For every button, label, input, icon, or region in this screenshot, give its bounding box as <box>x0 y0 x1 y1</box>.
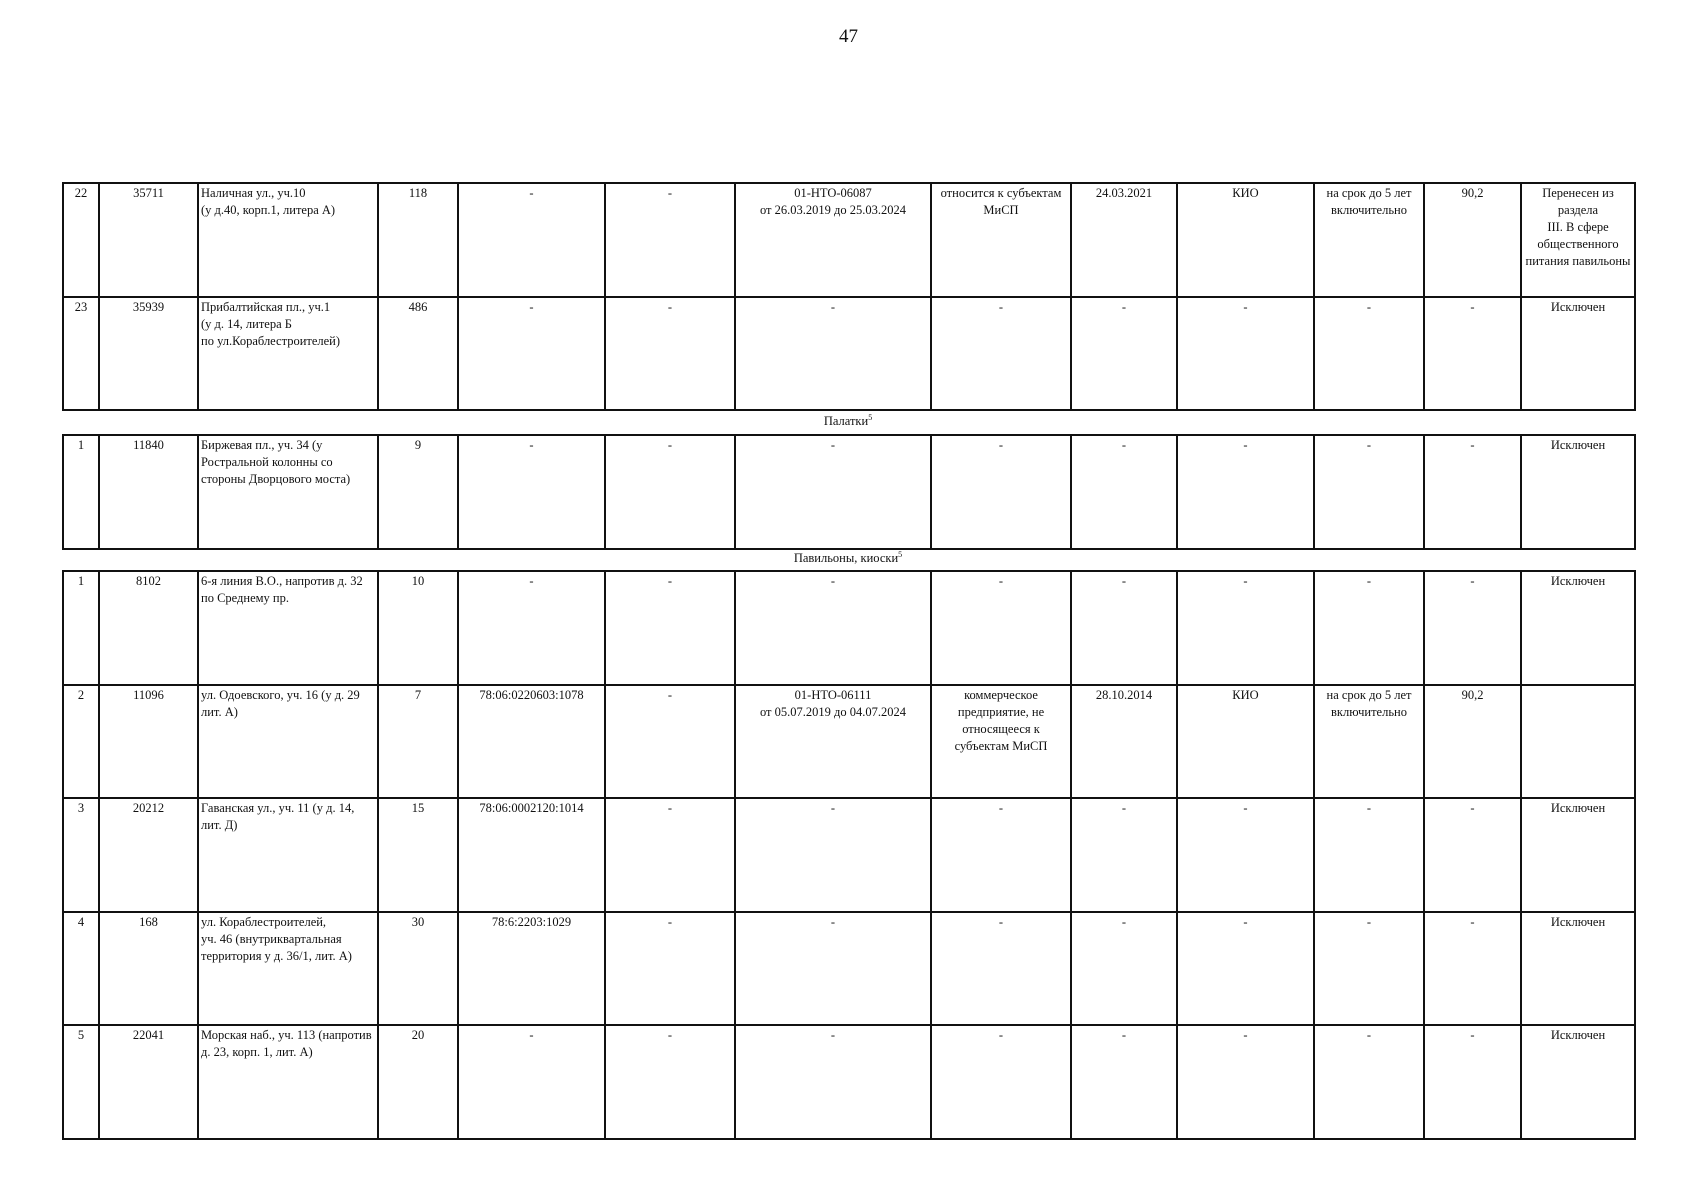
cell-text: - <box>667 574 673 588</box>
cell-text: - <box>998 1028 1004 1042</box>
cell-text: 78:06:0220603:1078 <box>479 687 584 702</box>
cell-address <box>198 435 378 549</box>
cell-text: - <box>1470 914 1475 929</box>
cell-address <box>198 183 378 297</box>
cell-date <box>1071 297 1177 411</box>
cell-text: - <box>998 299 1004 314</box>
cell-text: 35939 <box>132 299 165 314</box>
cell-code <box>1424 912 1521 1026</box>
cell-text: Наличная ул., уч.10 (у д.40, корп.1, литера А) <box>201 186 336 217</box>
cell-no <box>63 912 99 1026</box>
cell-term <box>1314 1025 1424 1139</box>
cell-org <box>1177 571 1314 685</box>
cell-text: Исключен <box>1550 574 1606 588</box>
cell-text: - <box>1470 574 1475 588</box>
cell-no <box>63 1025 99 1139</box>
cell-cadastral <box>458 798 605 912</box>
cell-text: - <box>1121 1028 1127 1042</box>
cell-code <box>1424 1025 1521 1139</box>
footnote-marker: 5 <box>898 549 903 559</box>
cell-id <box>99 435 198 549</box>
cell-date <box>1071 912 1177 1026</box>
cell-text: - <box>667 1028 673 1042</box>
cell-subject <box>931 798 1071 912</box>
cell-text: - <box>667 186 673 200</box>
cell-text: 9 <box>414 438 422 452</box>
cell-text: Прибалтийская пл., уч.1 (у д. 14, литера Б по ул.Кораблестроителей) <box>201 299 341 348</box>
cell-id <box>99 297 198 411</box>
cell-text: - <box>1366 438 1372 452</box>
cell-area <box>378 685 458 799</box>
cell-contract <box>735 912 931 1026</box>
cell-text: на срок до 5 лет включительно <box>1326 186 1412 217</box>
cell-text: 4 <box>77 914 85 929</box>
cell-text: - <box>529 1028 534 1042</box>
cell-address <box>198 685 378 799</box>
cell-subject <box>931 685 1071 799</box>
cell-text: 486 <box>408 299 428 314</box>
cell-date <box>1071 685 1177 799</box>
cell-text: - <box>1243 299 1248 314</box>
cell-id <box>99 912 198 1026</box>
cell-text: 23 <box>74 299 88 314</box>
cell-contract <box>735 798 931 912</box>
cell-text: относится к субъектам МиСП <box>940 186 1062 217</box>
cell-text: - <box>1121 299 1127 314</box>
cell-no <box>63 685 99 799</box>
cell-text: ул. Кораблестроителей, уч. 46 (внутриквартальная территория у д. 36/1, лит. А) <box>201 914 352 963</box>
cell-code <box>1424 571 1521 685</box>
cell-term <box>1314 685 1424 799</box>
cell-text: 15 <box>411 801 425 815</box>
cell-text: 20212 <box>132 801 165 815</box>
cell-text: 3 <box>77 801 85 815</box>
cell-address <box>198 798 378 912</box>
section-title <box>62 551 1634 565</box>
table-row <box>63 685 1635 799</box>
cell-subject <box>931 912 1071 1026</box>
cell-note <box>1521 912 1635 1026</box>
cell-col6 <box>605 183 735 297</box>
cell-text: Исключен <box>1550 438 1606 452</box>
cell-note <box>1521 798 1635 912</box>
cell-text: Перенесен из раздела III. В сфере общественного питания павильоны <box>1525 186 1631 268</box>
cell-subject <box>931 1025 1071 1139</box>
cell-cadastral <box>458 571 605 685</box>
cell-note <box>1521 571 1635 685</box>
cell-text: - <box>529 438 534 452</box>
cell-text: 7 <box>414 687 422 702</box>
cell-text: ул. Одоевского, уч. 16 (у д. 29 лит. А) <box>201 687 360 719</box>
cell-area <box>378 912 458 1026</box>
cell-no <box>63 798 99 912</box>
cell-contract <box>735 1025 931 1139</box>
cell-text: 78:06:0002120:1014 <box>479 801 584 815</box>
table-row <box>63 1025 1635 1139</box>
cell-text: - <box>1243 801 1248 815</box>
cell-subject <box>931 571 1071 685</box>
cell-no <box>63 297 99 411</box>
cell-id <box>99 571 198 685</box>
cell-address <box>198 571 378 685</box>
cell-org <box>1177 435 1314 549</box>
cell-note <box>1521 1025 1635 1139</box>
cell-code <box>1424 297 1521 411</box>
table-row <box>63 435 1635 549</box>
cell-text: Исключен <box>1550 1028 1606 1042</box>
cell-col6 <box>605 912 735 1026</box>
cell-cadastral <box>458 912 605 1026</box>
cell-code <box>1424 798 1521 912</box>
cell-area <box>378 435 458 549</box>
cell-col6 <box>605 297 735 411</box>
cell-text: - <box>667 687 673 702</box>
cell-text: - <box>667 801 673 815</box>
cell-date <box>1071 1025 1177 1139</box>
cell-contract <box>735 435 931 549</box>
cell-text: - <box>998 801 1004 815</box>
cell-note <box>1521 183 1635 297</box>
cell-text: 22041 <box>132 1028 165 1042</box>
footnote-marker: 5 <box>868 412 873 422</box>
cell-text: 6-я линия В.О., напротив д. 32 по Среднему пр. <box>201 574 363 605</box>
cell-note <box>1521 297 1635 411</box>
cell-contract <box>735 297 931 411</box>
cell-text: - <box>830 299 836 314</box>
data-table <box>62 182 1636 411</box>
cell-text: - <box>1470 801 1475 815</box>
cell-text: - <box>998 574 1004 588</box>
cell-text: 20 <box>411 1028 425 1042</box>
cell-text: - <box>1121 438 1127 452</box>
cell-text: - <box>998 914 1004 929</box>
cell-text: Морская наб., уч. 113 (напротив д. 23, корп. 1, лит. А) <box>201 1028 372 1059</box>
cell-id <box>99 1025 198 1139</box>
cell-term <box>1314 297 1424 411</box>
cell-text: 28.10.2014 <box>1095 687 1153 702</box>
cell-col6 <box>605 798 735 912</box>
data-table <box>62 570 1636 1140</box>
cell-text: Исключен <box>1550 914 1606 929</box>
cell-text: - <box>1366 1028 1372 1042</box>
cell-date <box>1071 435 1177 549</box>
cell-col6 <box>605 685 735 799</box>
cell-text: - <box>1121 801 1127 815</box>
cell-subject <box>931 183 1071 297</box>
cell-text: 30 <box>411 914 425 929</box>
cell-text: 168 <box>139 914 158 929</box>
cell-subject <box>931 297 1071 411</box>
cell-text: - <box>1470 1028 1475 1042</box>
cell-col6 <box>605 571 735 685</box>
cell-no <box>63 571 99 685</box>
cell-text: - <box>667 438 673 452</box>
cell-contract <box>735 571 931 685</box>
cell-text: - <box>1121 574 1127 588</box>
cell-text: - <box>1366 574 1372 588</box>
cell-area <box>378 183 458 297</box>
table-row <box>63 183 1635 297</box>
cell-text: коммерческое предприятие, не относящееся к субъектам МиСП <box>954 687 1048 753</box>
cell-id <box>99 183 198 297</box>
cell-contract <box>735 183 931 297</box>
table-row <box>63 571 1635 685</box>
cell-text: 22 <box>74 186 88 200</box>
cell-cadastral <box>458 1025 605 1139</box>
cell-text: - <box>1243 438 1248 452</box>
cell-address <box>198 297 378 411</box>
cell-col6 <box>605 1025 735 1139</box>
section-title-text: Павильоны, киоски <box>793 551 899 565</box>
cell-code <box>1424 435 1521 549</box>
cell-text: - <box>830 438 836 452</box>
cell-text: - <box>998 438 1004 452</box>
cell-id <box>99 798 198 912</box>
cell-text: 118 <box>408 186 428 200</box>
cell-no <box>63 435 99 549</box>
cell-term <box>1314 435 1424 549</box>
cell-org <box>1177 685 1314 799</box>
cell-text: - <box>1243 914 1248 929</box>
cell-term <box>1314 183 1424 297</box>
cell-text: 2 <box>77 687 85 702</box>
cell-text: - <box>830 574 836 588</box>
cell-text: 01-НТО-06087 от 26.03.2019 до 25.03.2024 <box>759 186 907 217</box>
cell-text: - <box>1366 801 1372 815</box>
cell-text: 5 <box>77 1028 85 1042</box>
cell-date <box>1071 798 1177 912</box>
cell-cadastral <box>458 685 605 799</box>
cell-term <box>1314 798 1424 912</box>
table-row <box>63 798 1635 912</box>
cell-text: - <box>667 914 673 929</box>
cell-text: - <box>529 574 534 588</box>
cell-org <box>1177 297 1314 411</box>
cell-org <box>1177 1025 1314 1139</box>
cell-text: 90,2 <box>1461 687 1484 702</box>
cell-text: на срок до 5 лет включительно <box>1326 687 1412 719</box>
cell-text: - <box>1366 914 1372 929</box>
cell-contract <box>735 685 931 799</box>
cell-text: - <box>830 914 836 929</box>
table-row <box>63 297 1635 411</box>
table-row <box>63 912 1635 1026</box>
cell-org <box>1177 183 1314 297</box>
cell-text: КИО <box>1232 186 1259 200</box>
cell-address <box>198 912 378 1026</box>
cell-text: 8102 <box>136 574 161 588</box>
cell-text: - <box>830 1028 836 1042</box>
cell-text: - <box>529 186 534 200</box>
cell-text: 10 <box>411 574 425 588</box>
cell-text: - <box>1366 299 1372 314</box>
cell-term <box>1314 571 1424 685</box>
cell-text: 78:6:2203:1029 <box>491 914 572 929</box>
cell-date <box>1071 183 1177 297</box>
cell-term <box>1314 912 1424 1026</box>
cell-text: - <box>1243 574 1248 588</box>
cell-text: 01-НТО-06111 от 05.07.2019 до 04.07.2024 <box>759 687 907 719</box>
cell-note <box>1521 435 1635 549</box>
cell-id <box>99 685 198 799</box>
section-title <box>62 414 1634 428</box>
section-title-text: Палатки <box>823 414 869 428</box>
cell-text: 11096 <box>133 687 164 702</box>
cell-cadastral <box>458 435 605 549</box>
cell-text: 11840 <box>133 438 164 452</box>
cell-address <box>198 1025 378 1139</box>
cell-org <box>1177 912 1314 1026</box>
cell-subject <box>931 435 1071 549</box>
cell-date <box>1071 571 1177 685</box>
cell-text: 35711 <box>133 186 164 200</box>
page-number: 47 <box>839 26 858 47</box>
cell-text: - <box>830 801 836 815</box>
data-table <box>62 434 1636 550</box>
cell-cadastral <box>458 183 605 297</box>
cell-text: Исключен <box>1550 801 1606 815</box>
cell-note <box>1521 685 1635 799</box>
cell-area <box>378 1025 458 1139</box>
cell-text: - <box>1121 914 1127 929</box>
cell-text: - <box>667 299 673 314</box>
cell-org <box>1177 798 1314 912</box>
cell-code <box>1424 183 1521 297</box>
cell-text: - <box>1470 299 1475 314</box>
cell-text: Гаванская ул., уч. 11 (у д. 14, лит. Д) <box>201 801 355 832</box>
cell-cadastral <box>458 297 605 411</box>
cell-area <box>378 297 458 411</box>
cell-text: Исключен <box>1550 299 1606 314</box>
cell-text: - <box>1243 1028 1248 1042</box>
cell-text: 1 <box>77 438 85 452</box>
cell-code <box>1424 685 1521 799</box>
cell-text: 90,2 <box>1461 186 1484 200</box>
cell-text: - <box>1470 438 1475 452</box>
cell-text: - <box>529 299 534 314</box>
cell-text: 1 <box>77 574 85 588</box>
cell-area <box>378 571 458 685</box>
cell-text: Биржевая пл., уч. 34 (у Ростральной колонны со стороны Дворцового моста) <box>201 438 351 486</box>
cell-area <box>378 798 458 912</box>
cell-text: 24.03.2021 <box>1095 186 1153 200</box>
cell-no <box>63 183 99 297</box>
cell-col6 <box>605 435 735 549</box>
cell-text: КИО <box>1232 687 1259 702</box>
